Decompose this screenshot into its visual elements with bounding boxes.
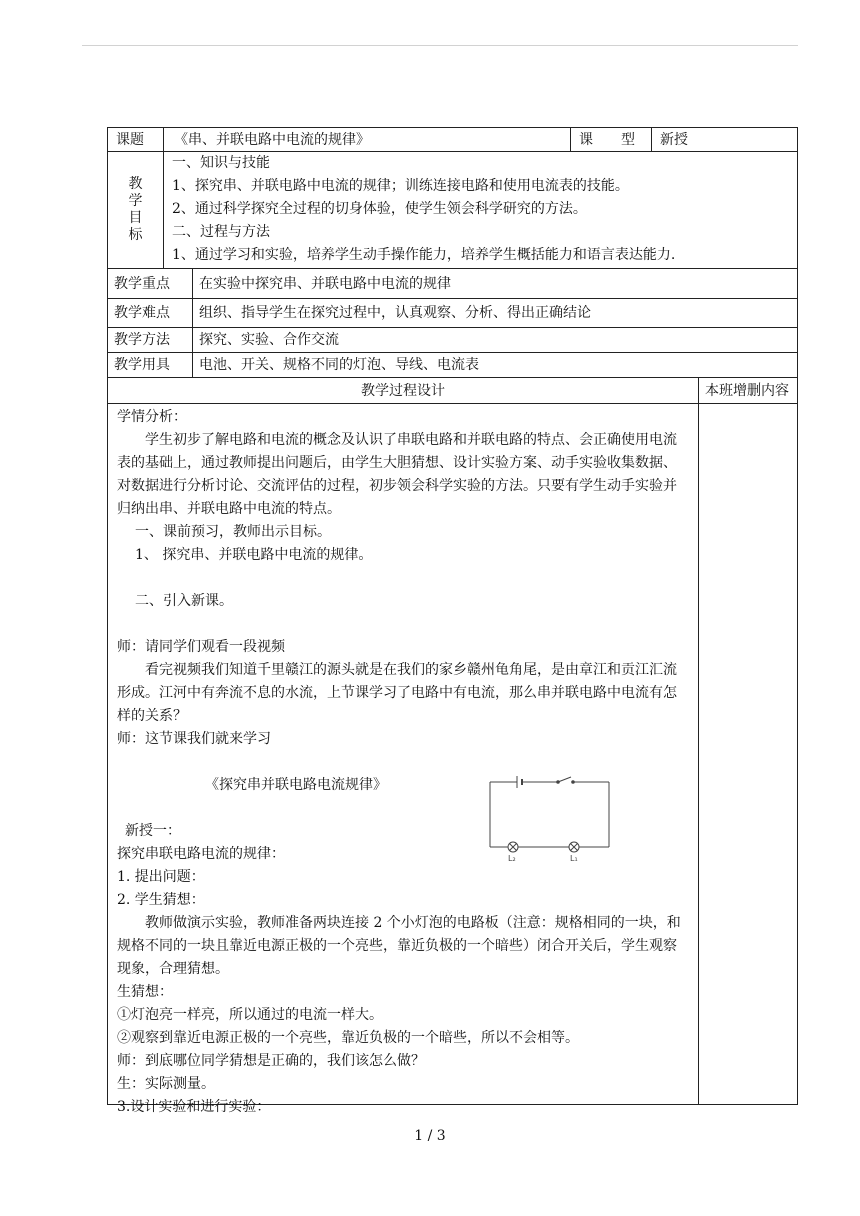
- objectives-label-char: 教: [128, 176, 143, 192]
- analysis-heading: 学情分析：: [117, 409, 187, 425]
- preview-heading: 一、课前预习，教师出示目标。: [135, 524, 331, 540]
- topic-row: [108, 128, 797, 152]
- side-notes-header: 本班增删内容: [705, 382, 789, 399]
- process-header: 教学过程设计: [108, 378, 699, 403]
- objective-line: 二、过程与方法: [172, 224, 270, 240]
- topic-label: 课题: [108, 128, 164, 151]
- key-points-label: 教学重点: [108, 269, 193, 298]
- guess-two: ②观察到靠近电源正极的一个亮些，靠近负极的一个暗些，所以不会相等。: [117, 1030, 579, 1046]
- teacher-line: 师：这节课我们就来学习: [117, 731, 271, 747]
- tools-label: 教学用具: [108, 353, 193, 377]
- method-label: 教学方法: [108, 328, 193, 352]
- objective-line: 2、通过科学探究全过程的切身体验，使学生领会科学研究的方法。: [172, 201, 587, 217]
- intro-heading: 二、引入新课。: [135, 593, 233, 609]
- process-content: [108, 404, 699, 1115]
- objective-line: 1、通过学习和实验，培养学生动手操作能力，培养学生概括能力和语言表达能力.: [172, 247, 676, 263]
- student-answer: 生：实际测量。: [117, 1076, 215, 1092]
- analysis-paragraph: 学生初步了解电路和电流的概念及认识了串联电路和并联电路的特点、会正确使用电流表的基础上，通过教师提出问题后，由学生大胆猜想、设计实验方案、动手实验收集数据、对数据进行分析讨论、交流评估的过程，初步领会科学实验的方法。只要有学生动手实验并归纳出串、并联电路中电流的特点。: [117, 432, 677, 517]
- switch-lever: [558, 777, 571, 782]
- objective-line: 1、探究串、并联电路中电流的规律；训练连接电路和使用电流表的技能。: [172, 178, 629, 194]
- objectives-label-char: 标: [128, 227, 143, 243]
- type-value: 新授: [660, 131, 688, 148]
- lesson-plan-table: [107, 127, 798, 1115]
- type-label: 课 型: [571, 128, 652, 151]
- series-heading: 探究串联电路电流的规律：: [117, 846, 285, 862]
- topic-value: 《串、并联电路中电流的规律》: [164, 128, 571, 151]
- difficulty-label: 教学难点: [108, 299, 193, 327]
- step-guess: 2. 学生猜想：: [117, 892, 205, 908]
- tools-row: [108, 353, 797, 378]
- series-circuit-diagram: [485, 765, 615, 865]
- step-question: 1. 提出问题：: [117, 869, 205, 885]
- key-points-value: 在实验中探究串、并联电路中电流的规律: [199, 275, 451, 292]
- lesson-title: 《探究串并联电路电流规律》: [205, 777, 387, 793]
- teacher-line: 师：请同学们观看一段视频: [117, 639, 285, 655]
- difficulty-row: [108, 299, 797, 328]
- tools-value: 电池、开关、规格不同的灯泡、导线、电流表: [199, 357, 479, 373]
- lamp-l2-label: L₂: [508, 854, 516, 863]
- preview-item: 1、 探究串、并联电路中电流的规律。: [135, 547, 373, 563]
- guess-one: ①灯泡亮一样亮，所以通过的电流一样大。: [117, 1007, 383, 1023]
- objectives-body: [164, 152, 797, 268]
- method-value: 探究、实验、合作交流: [199, 332, 339, 348]
- process-body-row: [108, 404, 797, 1115]
- objectives-label-char: 学: [128, 193, 143, 209]
- objectives-row: [108, 152, 797, 269]
- step-design: 3.设计实验和进行实验：: [117, 1099, 271, 1115]
- lamp-l1-label: L₁: [570, 854, 578, 863]
- demo-paragraph: 教师做演示实验，教师准备两块连接 2 个小灯泡的电路板（注意：规格相同的一块，和规格不同的一块且靠近电源正极的一个亮些，靠近负极的一个暗些）闭合开关后，学生观察现象，合理猜想。: [117, 915, 681, 977]
- side-notes-column: [699, 404, 797, 1104]
- page-number: 1 / 3: [414, 1128, 446, 1144]
- method-row: [108, 328, 797, 353]
- student-guess-heading: 生猜想：: [117, 984, 173, 1000]
- video-paragraph: 看完视频我们知道千里赣江的源头就是在我们的家乡赣州龟角尾，是由章江和贡江汇流形成。江河中有奔流不息的水流，上节课学习了电路中有电流，那么串并联电路中电流有怎样的关系？: [117, 662, 677, 724]
- objective-line: 一、知识与技能: [172, 155, 270, 171]
- difficulty-value: 组织、指导学生在探究过程中，认真观察、分析、得出正确结论: [199, 305, 591, 321]
- objectives-label-char: 目: [128, 210, 143, 226]
- header-rule: [82, 45, 798, 46]
- teacher-question: 师：到底哪位同学猜想是正确的，我们该怎么做？: [117, 1053, 425, 1069]
- objectives-label: [108, 152, 164, 268]
- key-points-row: [108, 269, 797, 299]
- process-header-row: [108, 378, 797, 404]
- new-lesson-heading: 新授一：: [125, 823, 181, 839]
